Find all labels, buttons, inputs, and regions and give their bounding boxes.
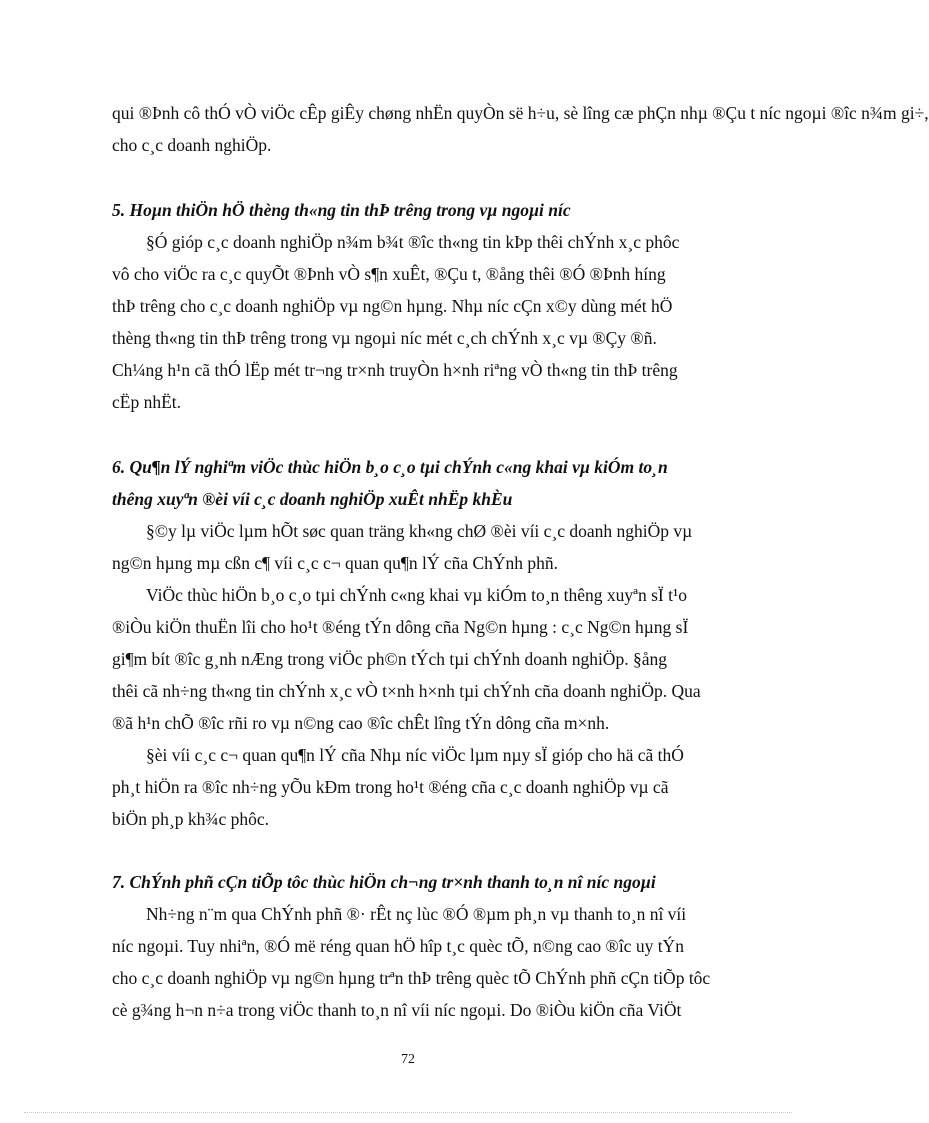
page-number: 72 xyxy=(401,1052,415,1067)
text-line: thêi cã nh÷ng th«ng tin chÝnh x¸c vÒ t×nh h×nh tµi chÝnh cña doanh nghiÖp. Qua xyxy=(112,681,701,701)
section-6-paragraph-2 xyxy=(112,579,770,739)
text-line: ®ã h¹n chÕ ®îc rñi ro vµ n©ng cao ®îc chÊt lîng tÝn dông cña m×nh. xyxy=(112,713,610,733)
section-6-paragraph-3 xyxy=(112,739,770,835)
section-7-heading: 7. ChÝnh phñ cÇn tiÕp tôc thùc hiÖn ch¬ng tr×nh thanh to¸n nî níc ngoµi xyxy=(112,872,656,892)
text-line: biÖn ph¸p kh¾c phôc. xyxy=(112,809,269,829)
page-bottom-divider xyxy=(24,1112,792,1113)
section-5-heading: 5. Hoµn thiÖn hÖ thèng th«ng tin thÞ trêng trong vµ ngoµi níc xyxy=(112,200,571,220)
text-line: cho c¸c doanh nghiÖp. xyxy=(112,135,272,155)
text-line: cËp nhËt. xyxy=(112,392,182,412)
text-line: §èi víi c¸c c¬ quan qu¶n lÝ cña Nhµ níc viÖc lµm nµy sÏ gióp cho hä cã thÓ xyxy=(146,745,684,765)
text-line: thèng th«ng tin thÞ trêng trong vµ ngoµi níc mét c¸ch chÝnh x¸c vµ ®Çy ®ñ. xyxy=(112,328,657,348)
text-line: qui ®Þnh cô thÓ vÒ viÖc cÊp giÊy chøng nhËn quyÒn së h÷u, sè lîng cæ phÇn nhµ ®Çu t níc ngoµi ®îc n¾m gi÷, xyxy=(112,103,929,123)
text-line: §Ó gióp c¸c doanh nghiÖp n¾m b¾t ®îc th«ng tin kÞp thêi chÝnh x¸c phôc xyxy=(146,232,680,252)
section-6-paragraph-1 xyxy=(112,515,770,579)
text-line: níc ngoµi. Tuy nhiªn, ®Ó më réng quan hÖ hîp t¸c quèc tÕ, n©ng cao ®îc uy tÝn xyxy=(112,936,684,956)
section-5-paragraph xyxy=(112,226,770,418)
section-6-heading xyxy=(112,451,770,515)
text-line: ®iÒu kiÖn thuËn lîi cho ho¹t ®éng tÝn dông cña Ng©n hµng : c¸c Ng©n hµng sÏ xyxy=(112,617,689,637)
heading-line: 6. Qu¶n lÝ nghiªm viÖc thùc hiÖn b¸o c¸o tµi chÝnh c«ng khai vµ kiÓm to¸n xyxy=(112,457,668,477)
text-line: ng©n hµng mµ cßn c¶ víi c¸c c¬ quan qu¶n lÝ cña ChÝnh phñ. xyxy=(112,553,559,573)
text-line: Nh÷ng n¨m qua ChÝnh phñ ®· rÊt nç lùc ®Ó ®µm ph¸n vµ thanh to¸n nî víi xyxy=(146,904,687,924)
text-line: ph¸t hiÖn ra ®îc nh÷ng yÕu kÐm trong ho¹t ®éng cña c¸c doanh nghiÖp vµ cã xyxy=(112,777,669,797)
text-line: gi¶m bít ®îc g¸nh nÆng trong viÖc ph©n tÝch tµi chÝnh doanh nghiÖp. §ång xyxy=(112,649,667,669)
heading-line: thêng xuyªn ®èi víi c¸c doanh nghiÖp xuÊt nhËp khÈu xyxy=(112,489,513,509)
text-line: Ch¼ng h¹n cã thÓ lËp mét tr¬ng tr×nh truyÒn h×nh riªng vÒ th«ng tin thÞ trêng xyxy=(112,360,678,380)
text-line: cho c¸c doanh nghiÖp vµ ng©n hµng trªn thÞ trêng quèc tÕ ChÝnh phñ cÇn tiÕp tôc xyxy=(112,968,711,988)
text-line: vô cho viÖc ra c¸c quyÕt ®Þnh vÒ s¶n xuÊt, ®Çu t, ®ång thêi ®Ó ®Þnh híng xyxy=(112,264,666,284)
text-line: ViÖc thùc hiÖn b¸o c¸o tµi chÝnh c«ng khai vµ kiÓm to¸n thêng xuyªn sÏ t¹o xyxy=(146,585,687,605)
intro-paragraph xyxy=(112,97,929,161)
text-line: §©y lµ viÖc lµm hÕt søc quan träng kh«ng chØ ®èi víi c¸c doanh nghiÖp vµ xyxy=(146,521,693,541)
text-line: cè g¾ng h¬n n÷a trong viÖc thanh to¸n nî víi níc ngoµi. Do ®iÒu kiÖn cña ViÖt xyxy=(112,1000,682,1020)
text-line: thÞ trêng cho c¸c doanh nghiÖp vµ ng©n hµng. Nhµ níc cÇn x©y dùng mét hÖ xyxy=(112,296,673,316)
section-7-paragraph xyxy=(112,898,770,1026)
